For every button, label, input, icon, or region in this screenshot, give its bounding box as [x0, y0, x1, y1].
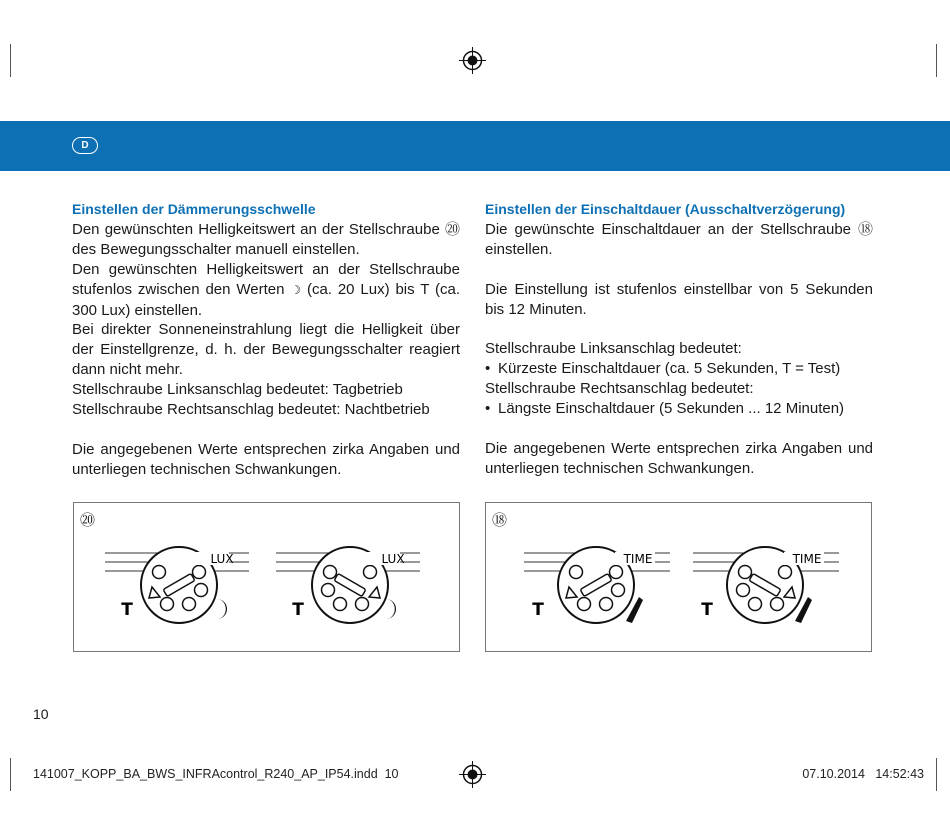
- figure-number: ⑱: [492, 511, 508, 529]
- paragraph: Stellschraube Linksanschlag bedeutet:: [485, 340, 742, 358]
- text: Längste Einschaltdauer (5 Sekunden ... 12 Minuten): [498, 400, 845, 418]
- time-label: TIME: [792, 552, 822, 566]
- text: Den gewünschten Helligkeitswert an der Stellschraube ⑳: [72, 220, 460, 238]
- file-name: 141007_KOPP_BA_BWS_INFRAcontrol_R240_AP_IP54.indd: [33, 767, 378, 781]
- day-mark: T: [121, 600, 133, 620]
- bullet-item: [485, 359, 873, 379]
- lux-label: LUX: [210, 552, 234, 566]
- paragraph: Die gewünschte Einschaltdauer an der Stellschraube ⑱ einstellen.: [485, 220, 873, 258]
- crop-mark: [10, 44, 11, 77]
- text: (ca. 20 Lux) bis T (ca. 300 Lux) einstellen.: [72, 280, 460, 319]
- section-heading: Einstellen der Einschaltdauer (Ausschaltverzögerung): [485, 201, 846, 217]
- crop-mark: [10, 758, 11, 791]
- crop-mark: [936, 44, 937, 77]
- paragraph: Die Einstellung ist stufenlos einstellbar von 5 Sekunden bis 12 Minuten.: [485, 280, 873, 318]
- footer-date: 07.10.2014: [802, 767, 865, 781]
- crop-mark: [936, 758, 937, 791]
- text: Den gewünschten Helligkeitswert an der Stellschraube stufenlos zwischen den Werten: [72, 260, 460, 298]
- right-column: [485, 200, 873, 479]
- text: Kürzeste Einschaltdauer (ca. 5 Sekunden, T = Test): [498, 360, 841, 378]
- paragraph: Bei direkter Sonneneinstrahlung liegt die Helligkeit über der Einstellgrenze, d. h. der Bewegungsschalter reagiert dann nicht mehr.: [72, 321, 460, 379]
- test-mark: T: [701, 600, 713, 620]
- moon-icon: [217, 599, 227, 619]
- paragraph: [72, 260, 460, 321]
- lux-dial-left: [105, 547, 249, 623]
- header-band: [0, 121, 950, 171]
- lux-diagram: [74, 503, 459, 651]
- page-number: 10: [33, 706, 49, 722]
- figure-time: [485, 502, 872, 652]
- paragraph: Die angegebenen Werte entsprechen zirka Angaben und unterliegen technischen Schwankungen.: [485, 439, 873, 477]
- paragraph: Stellschraube Rechtsanschlag bedeutet:: [485, 380, 754, 398]
- figure-lux: [73, 502, 460, 652]
- figure-number: ⑳: [80, 511, 96, 529]
- bullet-item: [485, 399, 873, 419]
- footer-file: [33, 767, 399, 781]
- footer-timestamp: [802, 767, 924, 781]
- time-dial-right: [693, 547, 839, 623]
- time-diagram: [486, 503, 871, 651]
- time-dial-left: [524, 547, 670, 623]
- file-page: 10: [384, 767, 399, 781]
- lux-label: LUX: [381, 552, 405, 566]
- test-mark: T: [532, 600, 544, 620]
- paragraph: Die angegebenen Werte entsprechen zirka Angaben und unterliegen technischen Schwankungen.: [72, 440, 460, 478]
- bullet-icon: •: [485, 360, 491, 378]
- section-heading: Einstellen der Dämmerungsschwelle: [72, 201, 316, 217]
- language-badge: D: [72, 137, 98, 154]
- paragraph: Stellschraube Linksanschlag bedeutet: Tagbetrieb: [72, 381, 403, 399]
- moon-icon: ☽: [290, 282, 302, 297]
- left-column: [72, 200, 460, 480]
- paragraph: [72, 220, 460, 260]
- footer-time: 14:52:43: [875, 767, 924, 781]
- registration-mark-top: [459, 47, 486, 74]
- time-label: TIME: [623, 552, 653, 566]
- lux-dial-right: [276, 547, 420, 623]
- moon-icon: [386, 599, 396, 619]
- paragraph: Stellschraube Rechtsanschlag bedeutet: Nachtbetrieb: [72, 401, 430, 419]
- registration-mark-bottom: [459, 761, 486, 788]
- day-mark: T: [292, 600, 304, 620]
- text: des Bewegungsschalter manuell einstellen.: [72, 240, 360, 258]
- bullet-icon: •: [485, 400, 491, 418]
